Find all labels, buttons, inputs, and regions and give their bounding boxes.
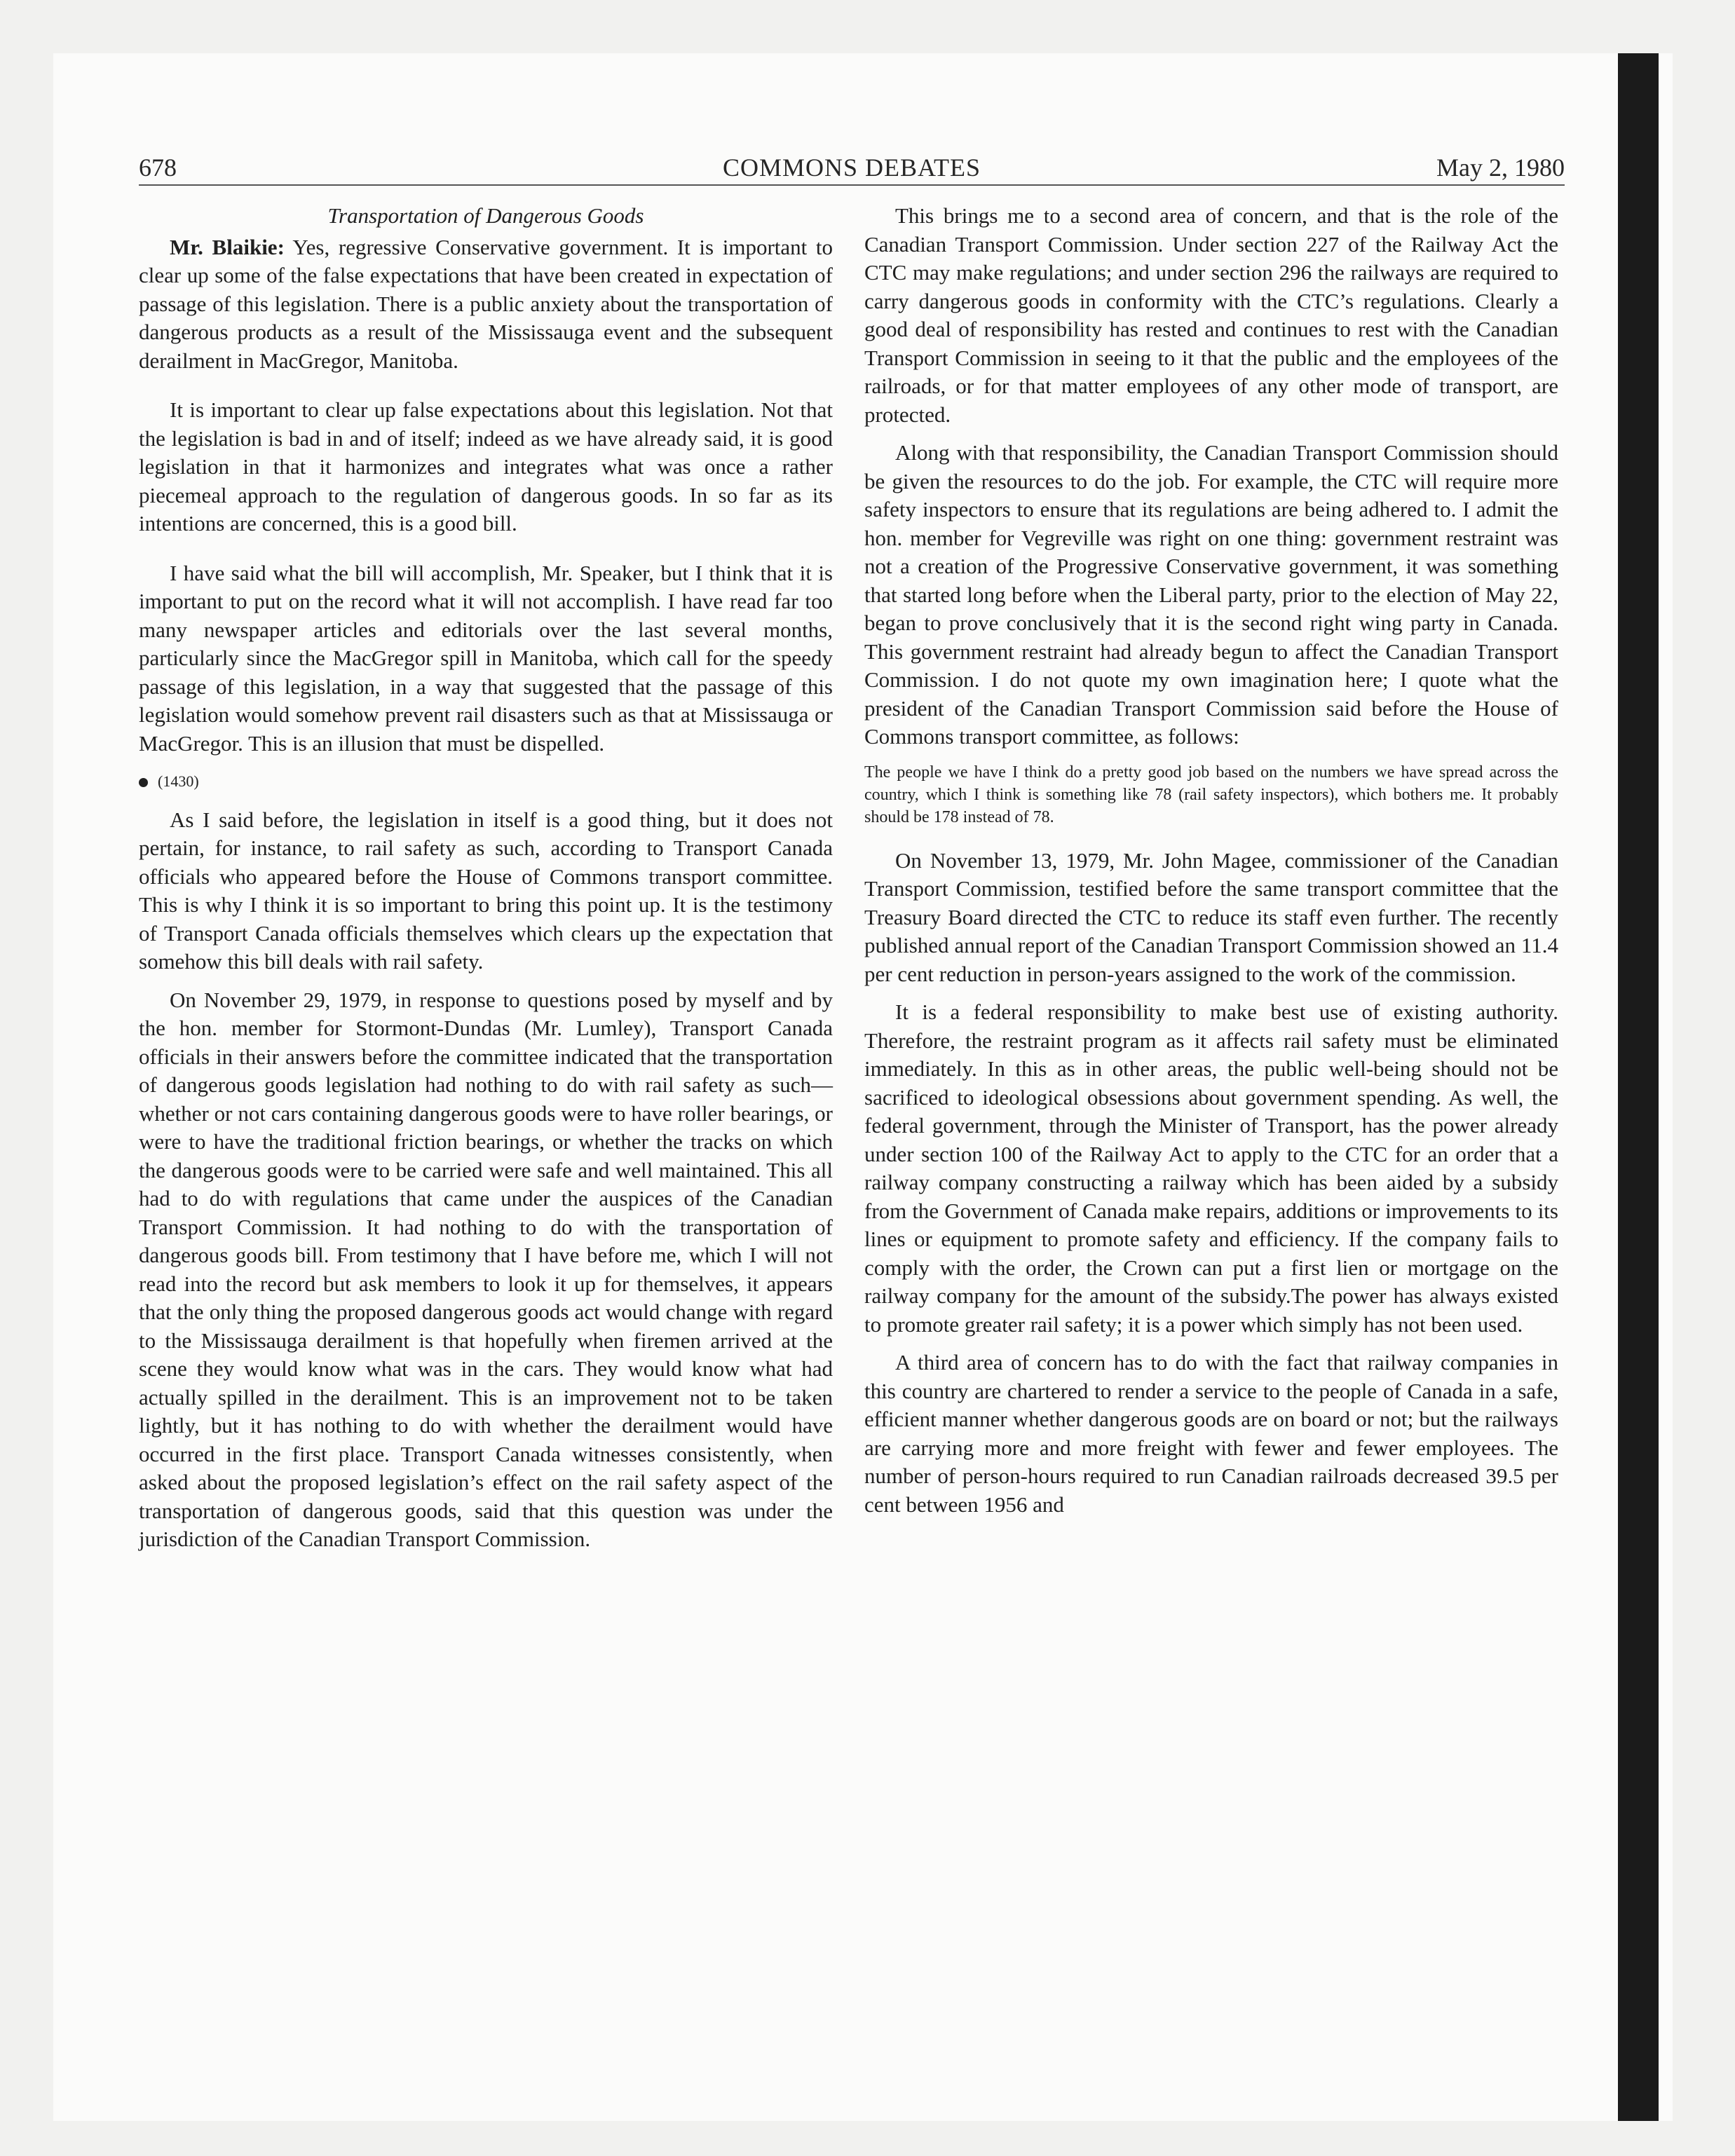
paragraph: It is a federal responsibility to make best use of existing authority. Therefore, the restraint program as it affects rail safety must be eliminated immediately. In this as in other areas, the public well-being should not be sacrificed to ideological obsessions about government spending. As well, the federal government, through the Minister of Transport, has the power already under section 100 of the Railway Act to apply to the CTC for an order that a railway company constructing a railway which has been aided by a subsidy from the Government of Canada make repairs, additions or improvements to its lines or equipment to promote safety and efficiency. If the company fails to comply with the order, the Crown can put a first lien or mortgage on the railway company for the amount of the subsidy.The power has always existed to promote greater rail safety; it is a power which simply has not been used. — [864, 999, 1558, 1337]
paragraph — [139, 233, 833, 376]
paragraph: On November 13, 1979, Mr. John Magee, commissioner of the Canadian Transport Commission, testified before the same transport committee that the Treasury Board directed the CTC to reduce its staff even further. The recently published annual report of the Canadian Transport Commission showed an 11.4 per cent reduction in person-years assigned to the work of the commission. — [864, 847, 1558, 986]
paragraph: Along with that responsibility, the Canadian Transport Commission should be given the resources to do the job. For example, the CTC will require more safety inspectors to ensure that its regulations are being adhered to. I admit the hon. member for Vegreville was right on one thing: government restraint was not a creation of the Progressive Conservative government, it was something that started long before when the Liberal party, prior to the election of May 22, began to prove conclusively that it is the second right wing party in Canada. This government restraint had already begun to affect the Canadian Transport Commission. I do not quote my own imagination here; I quote what the president of the Canadian Transport Commission said before the House of Commons transport committee, as follows: — [864, 440, 1558, 749]
left-column — [139, 202, 833, 1564]
speaker-name: Mr. Blaikie: — [170, 234, 285, 259]
paragraph: It is important to clear up false expectations about this legislation. Not that the legislation is bad in and of itself; indeed as we have already said, it is good legislation in that it harmonizes and integrates what was once a rather piecemeal approach to the regulation of dangerous goods. In so far as its intentions are concerned, this is a good bill. — [139, 397, 833, 535]
page-header — [139, 147, 1565, 185]
paragraph: As I said before, the legislation in itself is a good thing, but it does not pertain, for instance, to rail safety as such, according to Transport Canada officials who appeared before the House of Commons transport committee. This is why I think it is so important to bring this point up. It is the testimony of Transport Canada officials themselves which clears up the expectation that somehow this bill deals with rail safety. — [139, 807, 833, 974]
scan-edge-bar — [1618, 53, 1659, 2121]
publication-date: May 2, 1980 — [1436, 153, 1565, 182]
block-quote: The people we have I think do a pretty good job based on the numbers we have spread across the country, which I think is something like 78 (rail safety inspectors), which bothers me. It probably should be 178 instead of 78. — [864, 763, 1558, 826]
paragraph: I have said what the bill will accomplish, Mr. Speaker, but I think that it is important to put on the record what it will not accomplish. I have read far too many newspaper articles and editorials over the last several months, particularly since the MacGregor spill in Manitoba, which call for the speedy passage of this legislation, in a way that suggested that the passage of this legislation would somehow prevent rail disasters such as that at Mississauga or MacGregor. This is an illusion that must be dispelled. — [139, 560, 833, 756]
bullet-dot-icon — [139, 778, 148, 787]
paragraph-text: Yes, regressive Conservative government. It is important to clear up some of the false expectations that have been created in expectation of passage of this legislation. There is a public anxiety about the transportation of dangerous products as a result of the Mississauga event and the subsequent derailment in MacGregor, Manitoba. — [139, 234, 833, 373]
header-rule — [139, 184, 1565, 186]
publication-title: COMMONS DEBATES — [722, 153, 981, 182]
right-column — [864, 202, 1558, 1529]
page-number: 678 — [139, 153, 177, 182]
time-marker — [139, 767, 833, 796]
section-subheading: Transportation of Dangerous Goods — [327, 203, 644, 228]
paragraph: This brings me to a second area of concern, and that is the role of the Canadian Transport Commission. Under section 227 of the Railway Act the CTC may make regulations; and under section 296 the railways are required to carry dangerous goods in conformity with the CTC’s regulations. Clearly a good deal of responsibility has rested and continues to rest with the Canadian Transport Commission in seeing to it that the public and the employees of the railroads, or for that matter employees of any other mode of transport, are protected. — [864, 203, 1558, 427]
time-marker-label: (1430) — [158, 772, 199, 790]
paragraph: A third area of concern has to do with the fact that railway companies in this country are chartered to render a service to the people of Canada in a safe, efficient manner whether dangerous goods are on board or not; but the railways are carrying more and more freight with fewer and fewer employees. The number of person-hours required to run Canadian railroads decreased 39.5 per cent between 1956 and — [864, 1350, 1558, 1517]
paragraph: On November 29, 1979, in response to questions posed by myself and by the hon. member for Stormont-Dundas (Mr. Lumley), Transport Canada officials in their answers before the committee indicated that the transportation of dangerous goods legislation had nothing to do with rail safety as such—whether or not cars containing dangerous goods were to have roller bearings, or were to have the traditional friction bearings, or whether the tracks on which the dangerous goods were to be carried were safe and well maintained. This all had to do with regulations that came under the auspices of the Canadian Transport Commission. It had nothing to do with the transportation of dangerous goods bill. From testimony that I have before me, which I will not read into the record but ask members to look it up for themselves, it appears that the only thing the proposed dangerous goods act would change with regard to the Mississauga derailment is that hopefully when firemen arrived at the scene they would know what was in the cars. They would know what had actually spilled in the derailment. This is an improvement not to be taken lightly, but it has nothing to do with whether the derailment would have occurred in the first place. Transport Canada witnesses consistently, when asked about the proposed legislation’s effect on the rail safety aspect of the transportation of dangerous goods, said that this question was under the jurisdiction of the Canadian Transport Commission. — [139, 987, 833, 1551]
